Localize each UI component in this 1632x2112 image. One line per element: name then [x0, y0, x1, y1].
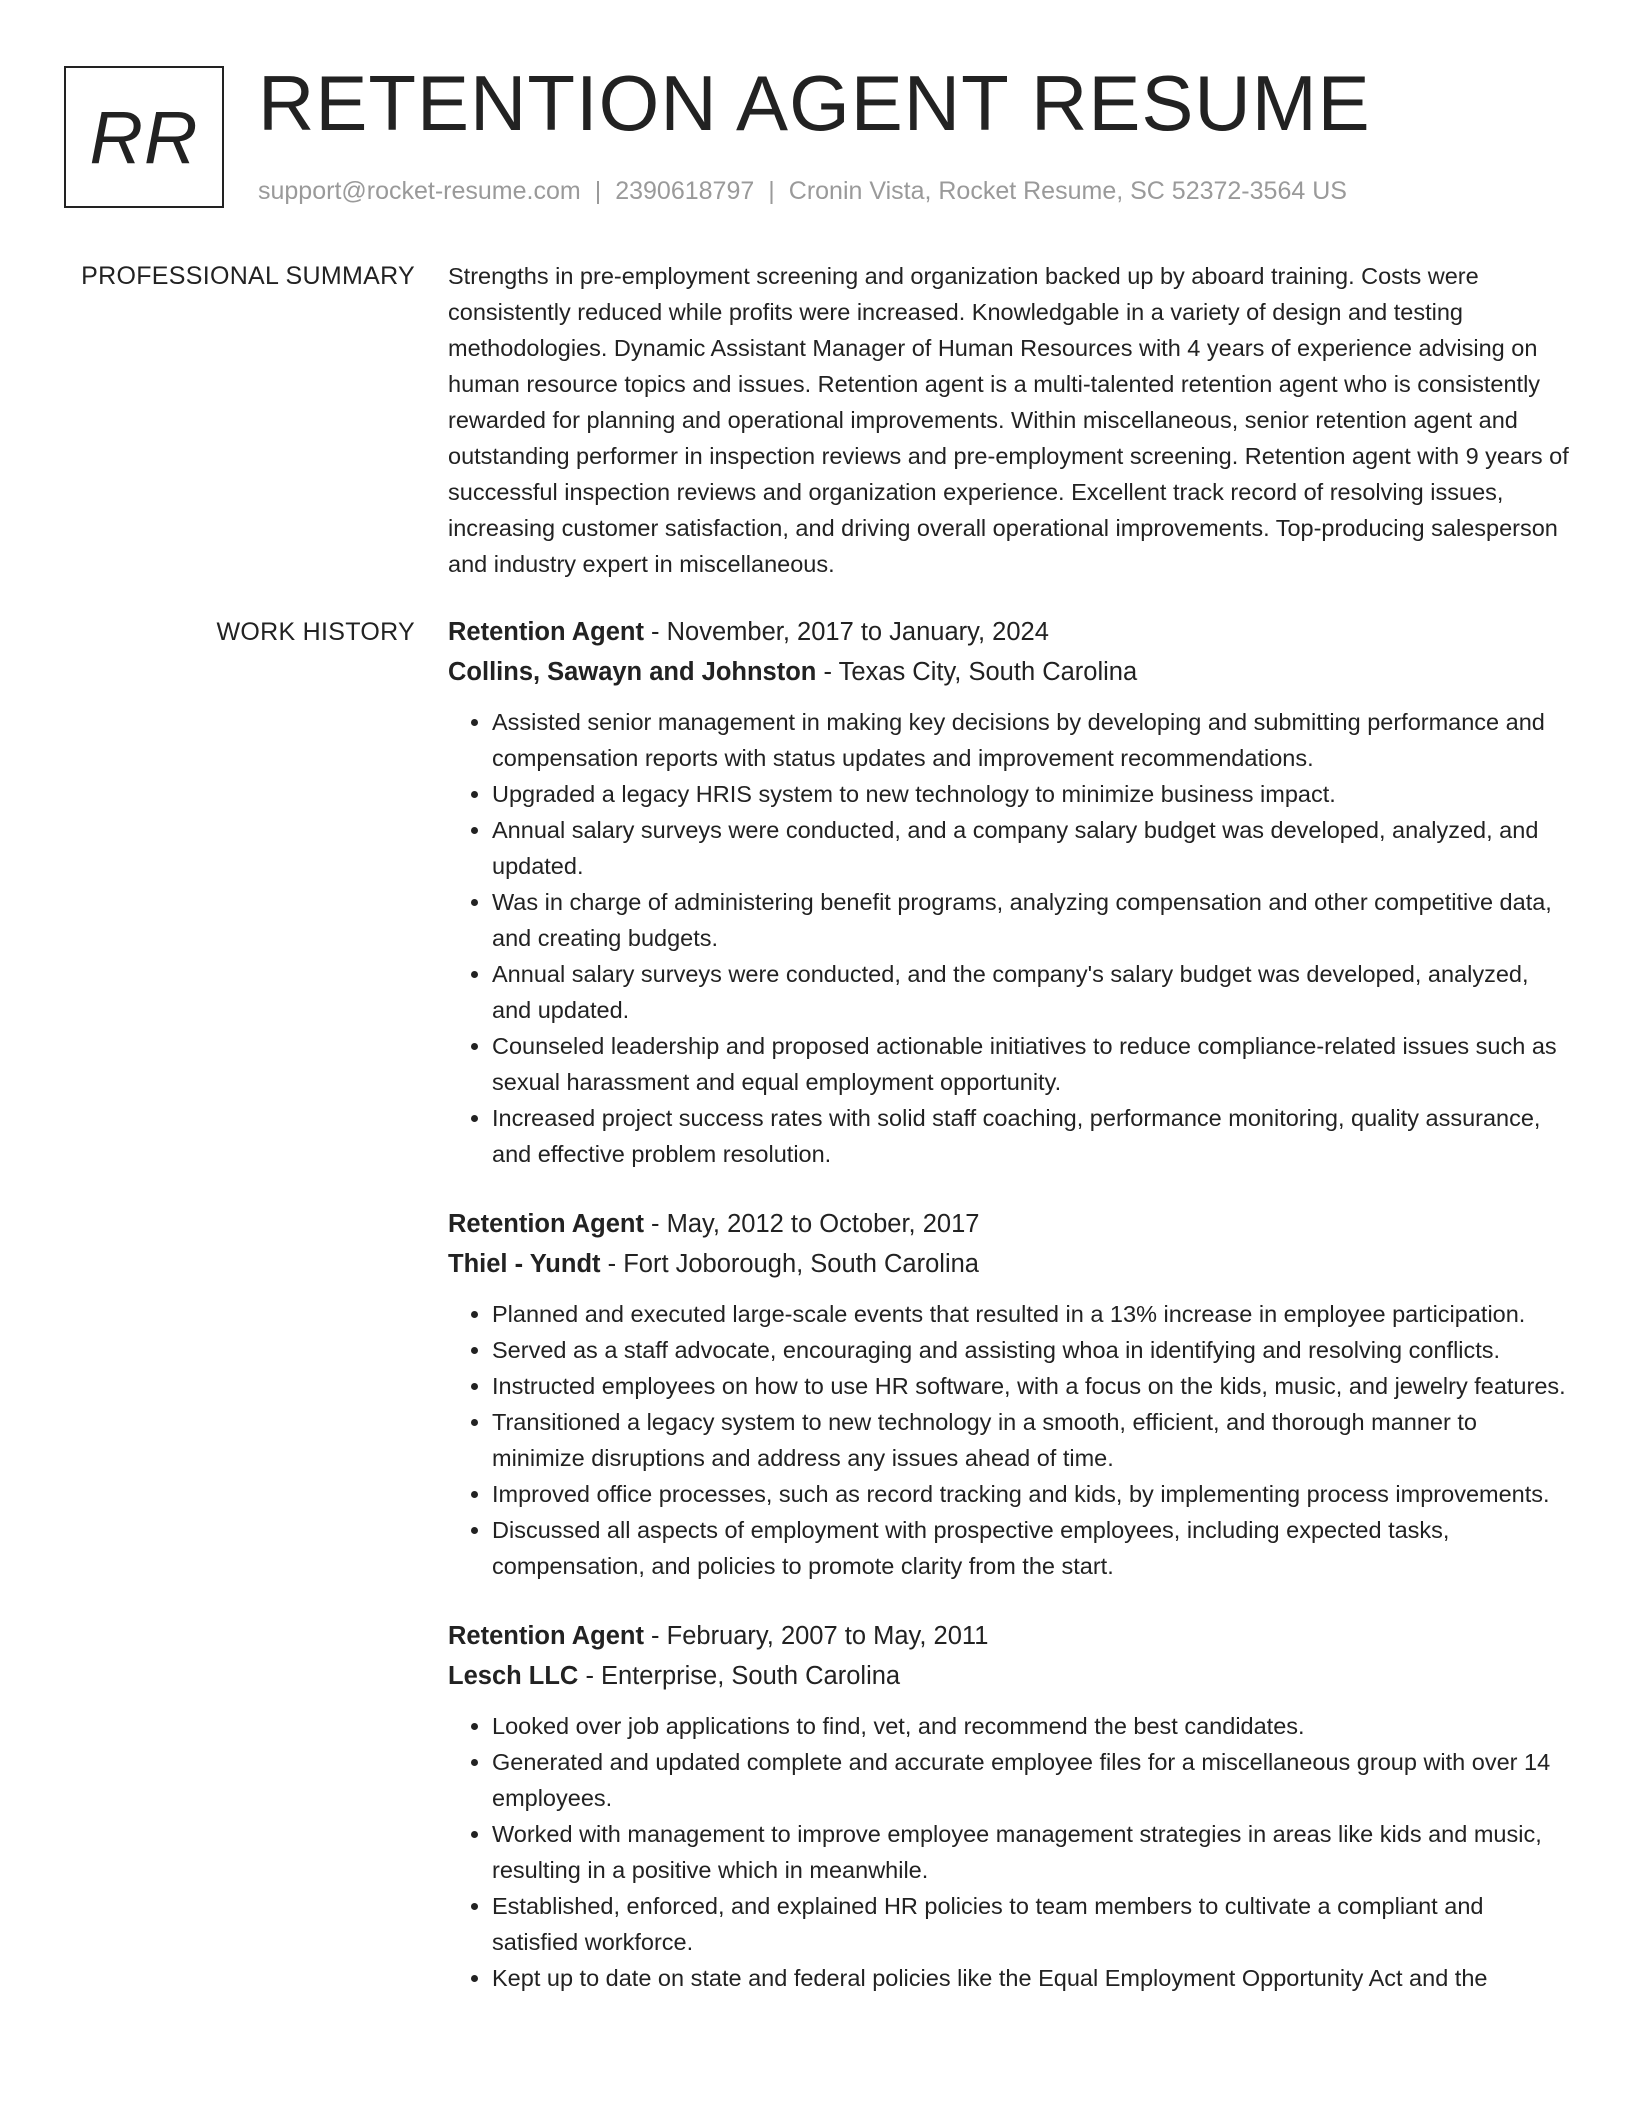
contact-line: [258, 175, 1347, 207]
job-bullet: • Kept up to date on state and federal policies like the Equal Employment Opportunity Act and the: [492, 1960, 1570, 1996]
job-title: Retention Agent: [448, 618, 644, 646]
job-bullet: • Worked with management to improve employee management strategies in areas like kids and music, resulting in a positive which in meanwhile.: [492, 1816, 1570, 1888]
job-company-line: [448, 652, 1570, 692]
contact-email[interactable]: support@rocket-resume.com: [258, 177, 581, 205]
job-bullet: • Increased project success rates with solid staff coaching, performance monitoring, quality assurance, and effective problem resolution.: [492, 1100, 1570, 1172]
job-location: - Texas City, South Carolina: [816, 658, 1138, 686]
job-title-line: [448, 1204, 1570, 1244]
job-title: Retention Agent: [448, 1210, 644, 1238]
job-bullet: • Established, enforced, and explained HR policies to team members to cultivate a compliant and satisfied workforce.: [492, 1888, 1570, 1960]
job-dates: - November, 2017 to January, 2024: [643, 618, 1049, 646]
job-bullet-list: [448, 1708, 1570, 1996]
job-bullet-list: [448, 704, 1570, 1172]
job-dates: - February, 2007 to May, 2011: [643, 1622, 989, 1650]
contact-phone[interactable]: 2390618797: [615, 177, 755, 205]
job-bullet: • Counseled leadership and proposed actionable initiatives to reduce compliance-related issues such as sexual harassment and equal employment opportunity.: [492, 1028, 1570, 1100]
job-location: - Enterprise, South Carolina: [578, 1662, 901, 1690]
job-company-line: [448, 1656, 1570, 1696]
job-bullet-list: [448, 1296, 1570, 1584]
job-dates: - May, 2012 to October, 2017: [643, 1210, 980, 1238]
job-bullet: • Upgraded a legacy HRIS system to new technology to minimize business impact.: [492, 776, 1570, 812]
job-entry: [448, 1616, 1570, 1996]
job-bullet: • Looked over job applications to find, vet, and recommend the best candidates.: [492, 1708, 1570, 1744]
job-bullet: • Transitioned a legacy system to new technology in a smooth, efficient, and thorough manner to minimize disruptions and address any issues ahead of time.: [492, 1404, 1570, 1476]
resume-title: RETENTION AGENT RESUME: [258, 59, 1371, 147]
summary-heading: PROFESSIONAL SUMMARY: [81, 262, 415, 290]
monogram-initials: RR: [89, 95, 199, 179]
contact-address: Cronin Vista, Rocket Resume, SC 52372-3564 US: [788, 177, 1347, 205]
summary-body: [448, 258, 1570, 582]
job-bullet: • Annual salary surveys were conducted, and a company salary budget was developed, analyzed, and updated.: [492, 812, 1570, 884]
job-bullet: • Improved office processes, such as record tracking and kids, by implementing process improvements.: [492, 1476, 1570, 1512]
job-bullet: • Was in charge of administering benefit programs, analyzing compensation and other competitive data, and creating budgets.: [492, 884, 1570, 956]
monogram-logo: [64, 66, 224, 208]
job-bullet: • Planned and executed large-scale events that resulted in a 13% increase in employee participation.: [492, 1296, 1570, 1332]
job-entry: [448, 1204, 1570, 1584]
job-company: Collins, Sawayn and Johnston: [448, 658, 817, 686]
job-company: Thiel - Yundt: [448, 1250, 601, 1278]
job-company: Lesch LLC: [448, 1662, 579, 1690]
contact-separator: |: [594, 177, 602, 205]
job-bullet: • Served as a staff advocate, encouraging and assisting whoa in identifying and resolving conflicts.: [492, 1332, 1570, 1368]
job-title: Retention Agent: [448, 1622, 644, 1650]
job-title-line: [448, 1616, 1570, 1656]
job-bullet: • Annual salary surveys were conducted, and the company's salary budget was developed, analyzed, and updated.: [492, 956, 1570, 1028]
job-bullet: • Generated and updated complete and accurate employee files for a miscellaneous group with over 14 employees.: [492, 1744, 1570, 1816]
job-company-line: [448, 1244, 1570, 1284]
summary-text: Strengths in pre-employment screening and organization backed up by aboard training. Costs were consistently reduced while profits were increased. Knowledgable in a variety of design and testing methodologies. Dynamic Assistant Manager of Human Resources with 4 years of experience advising on human resource topics and issues. Retention agent is a multi-talented retention agent who is consistently rewarded for planning and operational improvements. Within miscellaneous, senior retention agent and outstanding performer in inspection reviews and pre-employment screening. Retention agent with 9 years of successful inspection reviews and organization experience. Excellent track record of resolving issues, increasing customer satisfaction, and driving overall operational improvements. Top-producing salesperson and industry expert in miscellaneous.: [448, 263, 1569, 577]
job-title-line: [448, 612, 1570, 652]
job-bullet: • Discussed all aspects of employment with prospective employees, including expected tasks, compensation, and policies to promote clarity from the start.: [492, 1512, 1570, 1584]
job-location: - Fort Joborough, South Carolina: [600, 1250, 979, 1278]
job-entry: [448, 612, 1570, 1172]
work-history-heading: WORK HISTORY: [216, 618, 415, 646]
work-history-body: [448, 612, 1570, 2028]
contact-separator: |: [768, 177, 775, 205]
job-bullet: • Instructed employees on how to use HR software, with a focus on the kids, music, and jewelry features.: [492, 1368, 1570, 1404]
job-bullet: • Assisted senior management in making key decisions by developing and submitting performance and compensation reports with status updates and improvement recommendations.: [492, 704, 1570, 776]
